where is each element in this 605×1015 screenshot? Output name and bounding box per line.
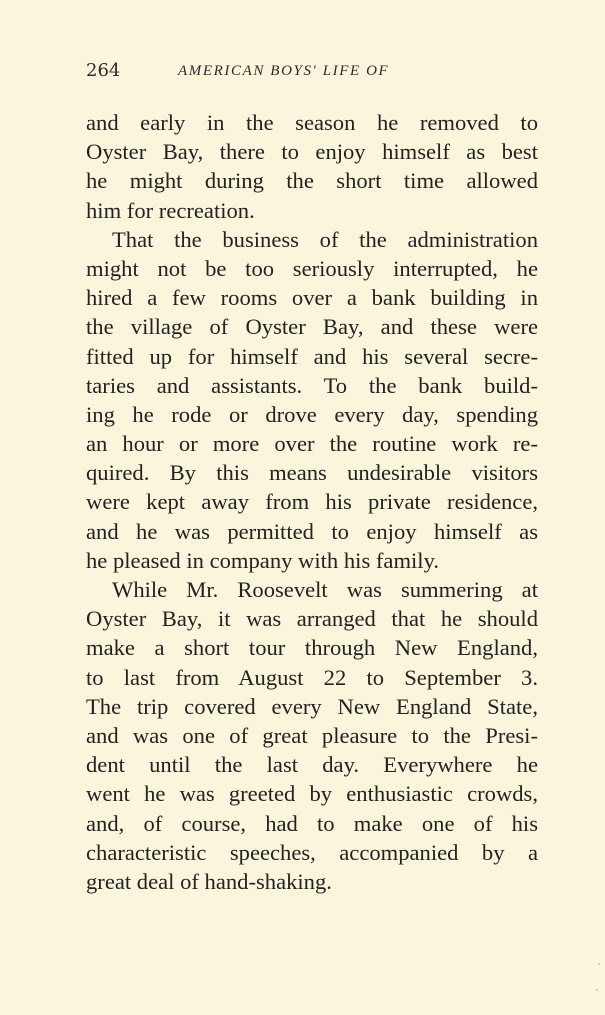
page-header [86,60,538,86]
text-line: great deal of hand-shaking. [86,868,332,894]
text-line: he might during the short time allowed [86,168,538,194]
text-line: and was one of great pleasure to the Presi- [86,722,538,748]
text-line: to last from August 22 to September 3. [86,664,538,690]
text-line: went he was greeted by enthusiastic crowds, [86,781,538,807]
text-line: and he was permitted to enjoy himself as [86,518,538,544]
text-line: were kept away from his private residence, [86,489,538,515]
paragraph [86,575,538,896]
text-line: might not be too seriously interrupted, he [86,255,538,281]
text-line: and, of course, had to make one of his [86,810,538,836]
text-line: Oyster Bay, it was arranged that he should [86,606,538,632]
text-line: dent until the last day. Everywhere he [86,752,538,778]
paragraph [86,108,538,225]
text-line: the village of Oyster Bay, and these were [86,314,538,340]
body-text [86,108,538,896]
running-head: AMERICAN BOYS' LIFE OF [178,63,390,79]
page-number: 264 [86,60,121,81]
text-line: he pleased in company with his family. [86,547,440,573]
text-line: and early in the season he removed to [86,110,538,135]
text-line: make a short tour through New England, [86,635,538,661]
text-line: him for recreation. [86,197,255,223]
text-line: ing he rode or drove every day, spending [86,401,538,427]
text-line: While Mr. Roosevelt was summering at [112,577,538,602]
paragraph [86,225,538,575]
text-line: Oyster Bay, there to enjoy himself as best [86,139,538,165]
text-line: quired. By this means undesirable visitors [86,460,538,486]
text-line: hired a few rooms over a bank building in [86,285,538,311]
text-line: an hour or more over the routine work re- [86,431,538,457]
text-line: The trip covered every New England State, [86,693,538,719]
text-line: fitted up for himself and his several secre- [86,343,538,369]
text-line: characteristic speeches, accompanied by a [86,839,538,865]
paper-speck [598,963,600,965]
text-line: That the business of the administration [112,226,538,252]
text-line: taries and assistants. To the bank build- [86,372,538,398]
paper-speck [596,989,598,991]
